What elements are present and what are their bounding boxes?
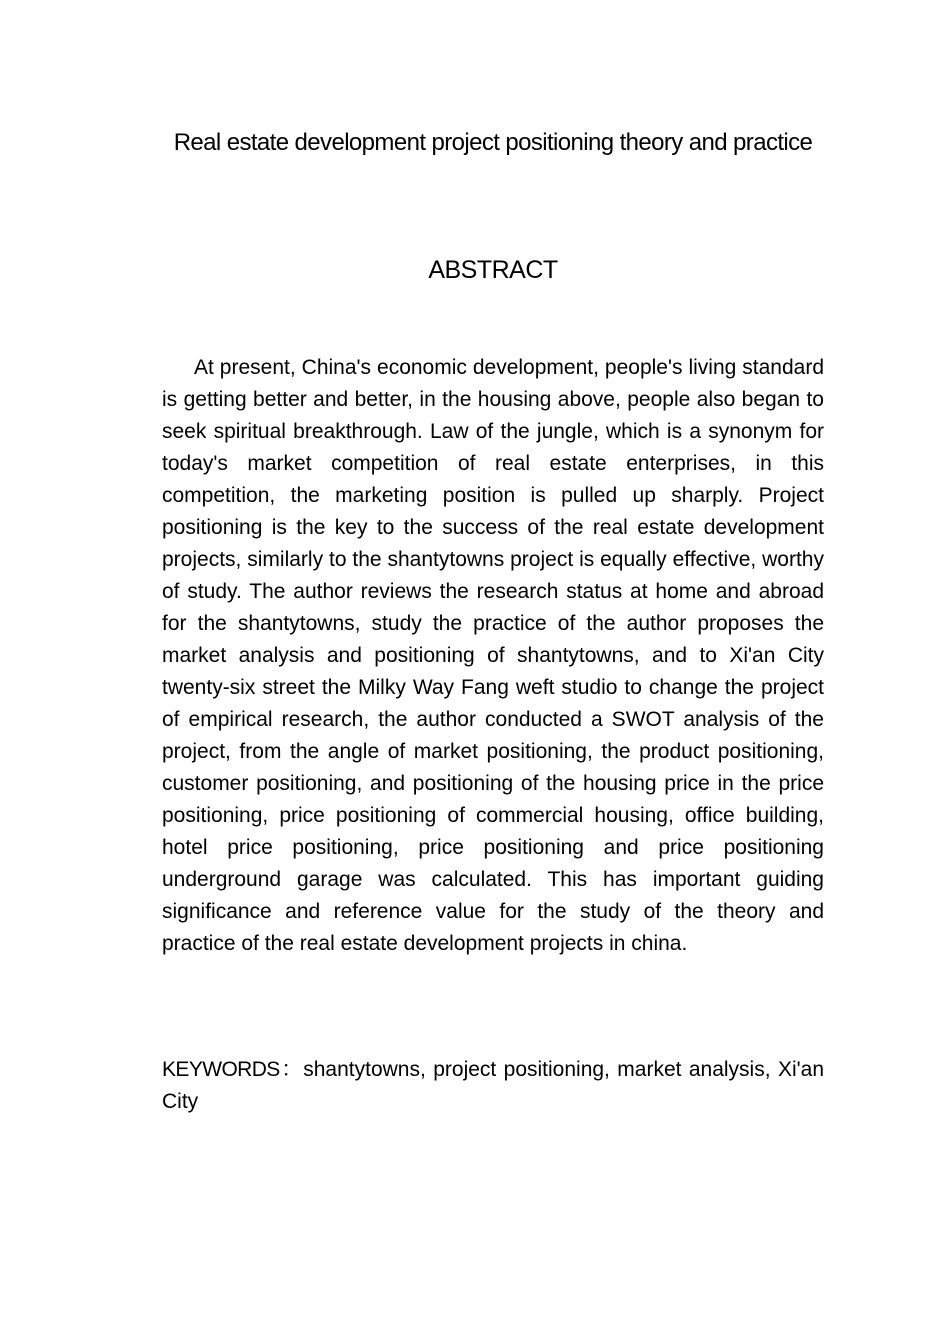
abstract-paragraph: At present, China's economic development, people's living standard is getting better and better, in the housing above, people also began to seek spiritual breakthrough. Law of the jungle, which is a synonym for today's market competition of real estate enterprises, in this competition, the marketing position is pulled up sharply. Project positioning is the key to the success of the real estate development projects, similarly to the shantytowns project is equally effective, worthy of study. The author reviews the research status at home and abroad for the shantytowns, study the practice of the author proposes the market analysis and positioning of shantytowns, and to Xi'an City twenty-six street the Milky Way Fang weft studio to change the project of empirical research, the author conducted a SWOT analysis of the project, from the angle of market positioning, the product positioning, customer positioning, and positioning of the housing price in the price positioning, price positioning of commercial housing, office building, hotel price positioning, price positioning and price positioning underground garage was calculated. This has important guiding significance and reference value for the study of the theory and practice of the real estate development projects in china. [162, 356, 824, 955]
keywords-line [162, 1054, 824, 1118]
paper-title: Real estate development project positioning theory and practice [173, 129, 813, 156]
keywords-text: shantytowns, project positioning, market analysis, Xi'an City [162, 1058, 824, 1113]
abstract-heading: ABSTRACT [428, 256, 558, 284]
keywords-label: KEYWORDS： [162, 1058, 304, 1081]
